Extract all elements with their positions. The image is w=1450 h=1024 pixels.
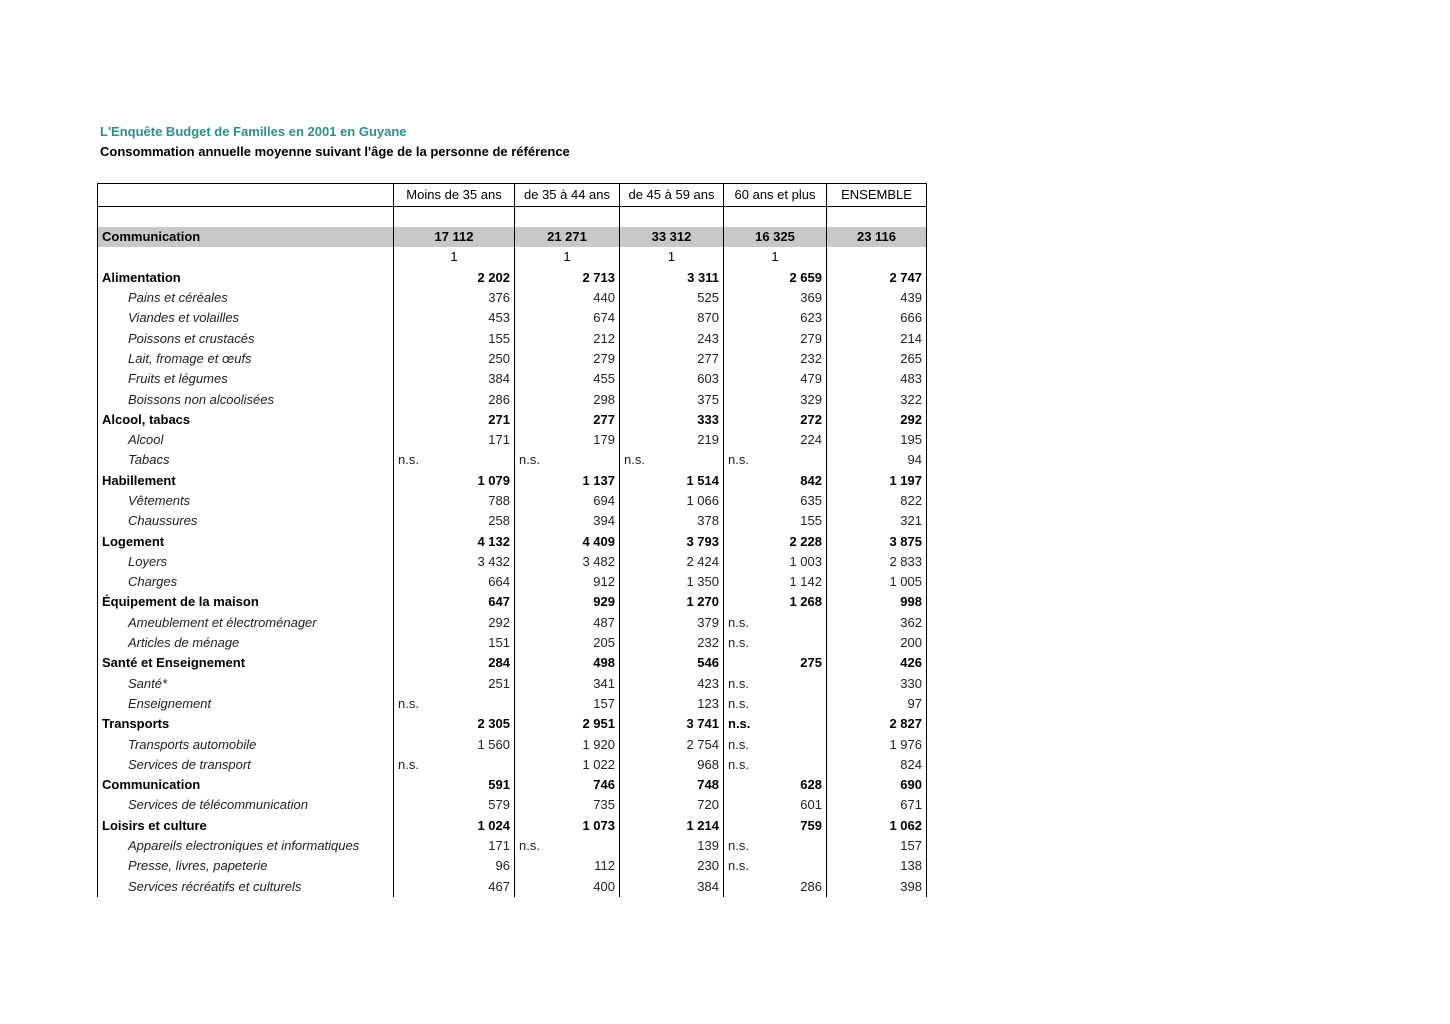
cell-value: 647 xyxy=(394,592,515,612)
cell-value: 3 432 xyxy=(394,552,515,572)
report-title: L'Enquête Budget de Familles en 2001 en Guyane xyxy=(100,124,407,139)
subcategory-row xyxy=(98,694,927,714)
cell-value: 546 xyxy=(620,653,724,673)
cell-value: 23 116 xyxy=(827,227,927,247)
cell-value: 179 xyxy=(515,430,620,450)
cell-value: 735 xyxy=(515,795,620,815)
cell-value: 603 xyxy=(620,369,724,389)
cell-value: 440 xyxy=(515,288,620,308)
cell-value: 467 xyxy=(394,877,515,897)
subcategory-row xyxy=(98,430,927,450)
cell-value: 3 875 xyxy=(827,531,927,551)
cell-value: 286 xyxy=(394,389,515,409)
cell-value: 671 xyxy=(827,795,927,815)
cell-value: 1 005 xyxy=(827,572,927,592)
cell-value: 379 xyxy=(620,613,724,633)
cell-value: 870 xyxy=(620,308,724,328)
cell-value: 384 xyxy=(394,369,515,389)
row-label: Enseignement xyxy=(98,694,394,714)
subcategory-row xyxy=(98,389,927,409)
row-label: Alcool, tabacs xyxy=(98,410,394,430)
cell-value: 330 xyxy=(827,674,927,694)
row-label: Appareils electroniques et informatiques xyxy=(98,836,394,856)
cell-value: 498 xyxy=(515,653,620,673)
cell-value: 265 xyxy=(827,349,927,369)
cell-value: 378 xyxy=(620,511,724,531)
cell-value: 4 409 xyxy=(515,531,620,551)
row-label: Fruits et légumes xyxy=(98,369,394,389)
cell-value: 205 xyxy=(515,633,620,653)
cell-value: 1 xyxy=(515,247,620,267)
cell-value: n.s. xyxy=(724,674,827,694)
cell-value: 298 xyxy=(515,389,620,409)
cell-value: 759 xyxy=(724,816,827,836)
subcategory-row xyxy=(98,328,927,348)
cell-value: 1 976 xyxy=(827,734,927,754)
cell-value: 1 137 xyxy=(515,471,620,491)
subcategory-row xyxy=(98,450,927,470)
row-label: Services de transport xyxy=(98,755,394,775)
column-header: de 35 à 44 ans xyxy=(515,184,620,207)
cell-value: 1 062 xyxy=(827,816,927,836)
cell-value: 277 xyxy=(620,349,724,369)
index-row xyxy=(98,247,927,267)
subcategory-row xyxy=(98,572,927,592)
consumption-table xyxy=(97,183,927,897)
row-label: Santé* xyxy=(98,674,394,694)
cell-value: 341 xyxy=(515,674,620,694)
subcategory-row xyxy=(98,856,927,876)
row-label: Tabacs xyxy=(98,450,394,470)
cell-value: 286 xyxy=(724,877,827,897)
cell-value: 1 073 xyxy=(515,816,620,836)
cell-value: 195 xyxy=(827,430,927,450)
cell-value: 2 659 xyxy=(724,268,827,288)
cell-value: 272 xyxy=(724,410,827,430)
subcategory-row xyxy=(98,349,927,369)
cell-value: 322 xyxy=(827,389,927,409)
row-label: Habillement xyxy=(98,471,394,491)
cell-value: 200 xyxy=(827,633,927,653)
cell-value: n.s. xyxy=(724,633,827,653)
cell-value: 33 312 xyxy=(620,227,724,247)
row-label: Chaussures xyxy=(98,511,394,531)
cell-value: 1 560 xyxy=(394,734,515,754)
cell-value: 251 xyxy=(394,674,515,694)
subcategory-row xyxy=(98,734,927,754)
category-row xyxy=(98,653,927,673)
cell-value: 1 003 xyxy=(724,552,827,572)
cell-value: 601 xyxy=(724,795,827,815)
cell-value: 279 xyxy=(515,349,620,369)
cell-value xyxy=(827,247,927,267)
cell-value: 271 xyxy=(394,410,515,430)
cell-value: 123 xyxy=(620,694,724,714)
cell-value: 579 xyxy=(394,795,515,815)
cell-value: 155 xyxy=(394,328,515,348)
cell-value: n.s. xyxy=(724,694,827,714)
cell-value: 1 xyxy=(394,247,515,267)
cell-value: 250 xyxy=(394,349,515,369)
cell-value: 232 xyxy=(620,633,724,653)
subcategory-row xyxy=(98,795,927,815)
cell-value: 362 xyxy=(827,613,927,633)
cell-value: 2 754 xyxy=(620,734,724,754)
cell-value: n.s. xyxy=(515,836,620,856)
cell-value: 321 xyxy=(827,511,927,531)
subcategory-row xyxy=(98,308,927,328)
cell-value: 329 xyxy=(724,389,827,409)
cell-value: 453 xyxy=(394,308,515,328)
row-label: Ameublement et électroménager xyxy=(98,613,394,633)
subcategory-row xyxy=(98,836,927,856)
cell-value: 694 xyxy=(515,491,620,511)
cell-value: n.s. xyxy=(724,450,827,470)
category-row xyxy=(98,410,927,430)
cell-value: 157 xyxy=(515,694,620,714)
column-header: 60 ans et plus xyxy=(724,184,827,207)
column-header: de 45 à 59 ans xyxy=(620,184,724,207)
row-label: Logement xyxy=(98,531,394,551)
subcategory-row xyxy=(98,674,927,694)
row-label: Lait, fromage et œufs xyxy=(98,349,394,369)
cell-value: 243 xyxy=(620,328,724,348)
row-label: Alcool xyxy=(98,430,394,450)
cell-value: 487 xyxy=(515,613,620,633)
cell-value: 628 xyxy=(724,775,827,795)
cell-value: 690 xyxy=(827,775,927,795)
column-header: Moins de 35 ans xyxy=(394,184,515,207)
cell-value: 151 xyxy=(394,633,515,653)
cell-value: 674 xyxy=(515,308,620,328)
cell-value: 96 xyxy=(394,856,515,876)
cell-value: 376 xyxy=(394,288,515,308)
cell-value: 1 268 xyxy=(724,592,827,612)
cell-value: n.s. xyxy=(394,450,515,470)
cell-value: 1 xyxy=(724,247,827,267)
cell-value: 1 197 xyxy=(827,471,927,491)
row-label: Poissons et crustacés xyxy=(98,328,394,348)
cell-value: 1 350 xyxy=(620,572,724,592)
cell-value: 623 xyxy=(724,308,827,328)
cell-value: 2 713 xyxy=(515,268,620,288)
cell-value: 94 xyxy=(827,450,927,470)
row-label: Communication xyxy=(98,227,394,247)
cell-value: 384 xyxy=(620,877,724,897)
cell-value: 2 228 xyxy=(724,531,827,551)
row-label: Communication xyxy=(98,775,394,795)
cell-value: 171 xyxy=(394,836,515,856)
cell-value: n.s. xyxy=(724,755,827,775)
subcategory-row xyxy=(98,288,927,308)
cell-value: 842 xyxy=(724,471,827,491)
cell-value: 1 142 xyxy=(724,572,827,592)
subcategory-row xyxy=(98,511,927,531)
cell-value: n.s. xyxy=(394,694,515,714)
cell-value: 824 xyxy=(827,755,927,775)
cell-value: 3 741 xyxy=(620,714,724,734)
cell-value: 664 xyxy=(394,572,515,592)
cell-value: 3 482 xyxy=(515,552,620,572)
header-empty-cell xyxy=(98,184,394,207)
cell-value: 171 xyxy=(394,430,515,450)
subcategory-row xyxy=(98,633,927,653)
cell-value: 591 xyxy=(394,775,515,795)
cell-value: n.s. xyxy=(724,856,827,876)
cell-value: 426 xyxy=(827,653,927,673)
cell-value: 284 xyxy=(394,653,515,673)
cell-value: 219 xyxy=(620,430,724,450)
row-label: Pains et céréales xyxy=(98,288,394,308)
cell-value: 1 214 xyxy=(620,816,724,836)
cell-value: 1 xyxy=(620,247,724,267)
subcategory-row xyxy=(98,877,927,897)
subcategory-row xyxy=(98,613,927,633)
row-label: Viandes et volailles xyxy=(98,308,394,328)
category-row xyxy=(98,471,927,491)
cell-value: 746 xyxy=(515,775,620,795)
cell-value: 212 xyxy=(515,328,620,348)
category-row xyxy=(98,531,927,551)
cell-value: 375 xyxy=(620,389,724,409)
subcategory-row xyxy=(98,552,927,572)
cell-value: 1 022 xyxy=(515,755,620,775)
cell-value: 1 024 xyxy=(394,816,515,836)
subcategory-row xyxy=(98,491,927,511)
row-label: Loyers xyxy=(98,552,394,572)
cell-value: 1 066 xyxy=(620,491,724,511)
cell-value: 525 xyxy=(620,288,724,308)
subcategory-row xyxy=(98,369,927,389)
cell-value: 912 xyxy=(515,572,620,592)
cell-value: 2 305 xyxy=(394,714,515,734)
cell-value: 720 xyxy=(620,795,724,815)
cell-value: n.s. xyxy=(724,714,827,734)
column-header: ENSEMBLE xyxy=(827,184,927,207)
cell-value: n.s. xyxy=(394,755,515,775)
total-row xyxy=(98,227,927,247)
cell-value: 292 xyxy=(394,613,515,633)
row-label: Transports automobile xyxy=(98,734,394,754)
cell-value: 1 079 xyxy=(394,471,515,491)
cell-value: 292 xyxy=(827,410,927,430)
cell-value: 157 xyxy=(827,836,927,856)
row-label: Services de télécommunication xyxy=(98,795,394,815)
cell-value: 929 xyxy=(515,592,620,612)
table-header-row xyxy=(98,184,927,207)
cell-value: 258 xyxy=(394,511,515,531)
cell-value: 998 xyxy=(827,592,927,612)
category-row xyxy=(98,816,927,836)
row-label: Vêtements xyxy=(98,491,394,511)
cell-value: 423 xyxy=(620,674,724,694)
row-label: Articles de ménage xyxy=(98,633,394,653)
row-label: Presse, livres, papeterie xyxy=(98,856,394,876)
cell-value: 4 132 xyxy=(394,531,515,551)
cell-value: 400 xyxy=(515,877,620,897)
cell-value: 279 xyxy=(724,328,827,348)
cell-value: 2 951 xyxy=(515,714,620,734)
cell-value: 822 xyxy=(827,491,927,511)
cell-value: 214 xyxy=(827,328,927,348)
cell-value: n.s. xyxy=(515,450,620,470)
cell-value: 1 270 xyxy=(620,592,724,612)
cell-value: 2 202 xyxy=(394,268,515,288)
category-row xyxy=(98,775,927,795)
row-label: Loisirs et culture xyxy=(98,816,394,836)
cell-value: 224 xyxy=(724,430,827,450)
category-row xyxy=(98,714,927,734)
cell-value: 97 xyxy=(827,694,927,714)
cell-value: 788 xyxy=(394,491,515,511)
row-label: Alimentation xyxy=(98,268,394,288)
cell-value: 3 793 xyxy=(620,531,724,551)
cell-value: 21 271 xyxy=(515,227,620,247)
cell-value: 748 xyxy=(620,775,724,795)
cell-value: 333 xyxy=(620,410,724,430)
cell-value: 138 xyxy=(827,856,927,876)
cell-value: 1 920 xyxy=(515,734,620,754)
row-label: Boissons non alcoolisées xyxy=(98,389,394,409)
cell-value: 277 xyxy=(515,410,620,430)
cell-value: 455 xyxy=(515,369,620,389)
subcategory-row xyxy=(98,755,927,775)
row-label: Équipement de la maison xyxy=(98,592,394,612)
row-label: Transports xyxy=(98,714,394,734)
spacer-row xyxy=(98,207,927,228)
cell-value: 275 xyxy=(724,653,827,673)
cell-value: n.s. xyxy=(724,613,827,633)
cell-value: 3 311 xyxy=(620,268,724,288)
cell-value: 369 xyxy=(724,288,827,308)
cell-value: 139 xyxy=(620,836,724,856)
cell-value: n.s. xyxy=(724,734,827,754)
cell-value: 2 833 xyxy=(827,552,927,572)
cell-value: 155 xyxy=(724,511,827,531)
category-row xyxy=(98,592,927,612)
cell-value: 112 xyxy=(515,856,620,876)
cell-value: 17 112 xyxy=(394,227,515,247)
cell-value: 666 xyxy=(827,308,927,328)
cell-value: 635 xyxy=(724,491,827,511)
cell-value: 483 xyxy=(827,369,927,389)
row-label: Charges xyxy=(98,572,394,592)
cell-value: n.s. xyxy=(620,450,724,470)
report-subtitle: Consommation annuelle moyenne suivant l'âge de la personne de référence xyxy=(100,144,570,159)
cell-value: 968 xyxy=(620,755,724,775)
cell-value: 479 xyxy=(724,369,827,389)
cell-value: 230 xyxy=(620,856,724,876)
cell-value: n.s. xyxy=(724,836,827,856)
cell-value: 2 827 xyxy=(827,714,927,734)
row-label: Services récréatifs et culturels xyxy=(98,877,394,897)
cell-value: 232 xyxy=(724,349,827,369)
row-label: Santé et Enseignement xyxy=(98,653,394,673)
cell-value: 2 747 xyxy=(827,268,927,288)
cell-value: 16 325 xyxy=(724,227,827,247)
category-row xyxy=(98,268,927,288)
cell-value: 1 514 xyxy=(620,471,724,491)
cell-value: 398 xyxy=(827,877,927,897)
cell-value: 439 xyxy=(827,288,927,308)
cell-value: 2 424 xyxy=(620,552,724,572)
cell-value: 394 xyxy=(515,511,620,531)
